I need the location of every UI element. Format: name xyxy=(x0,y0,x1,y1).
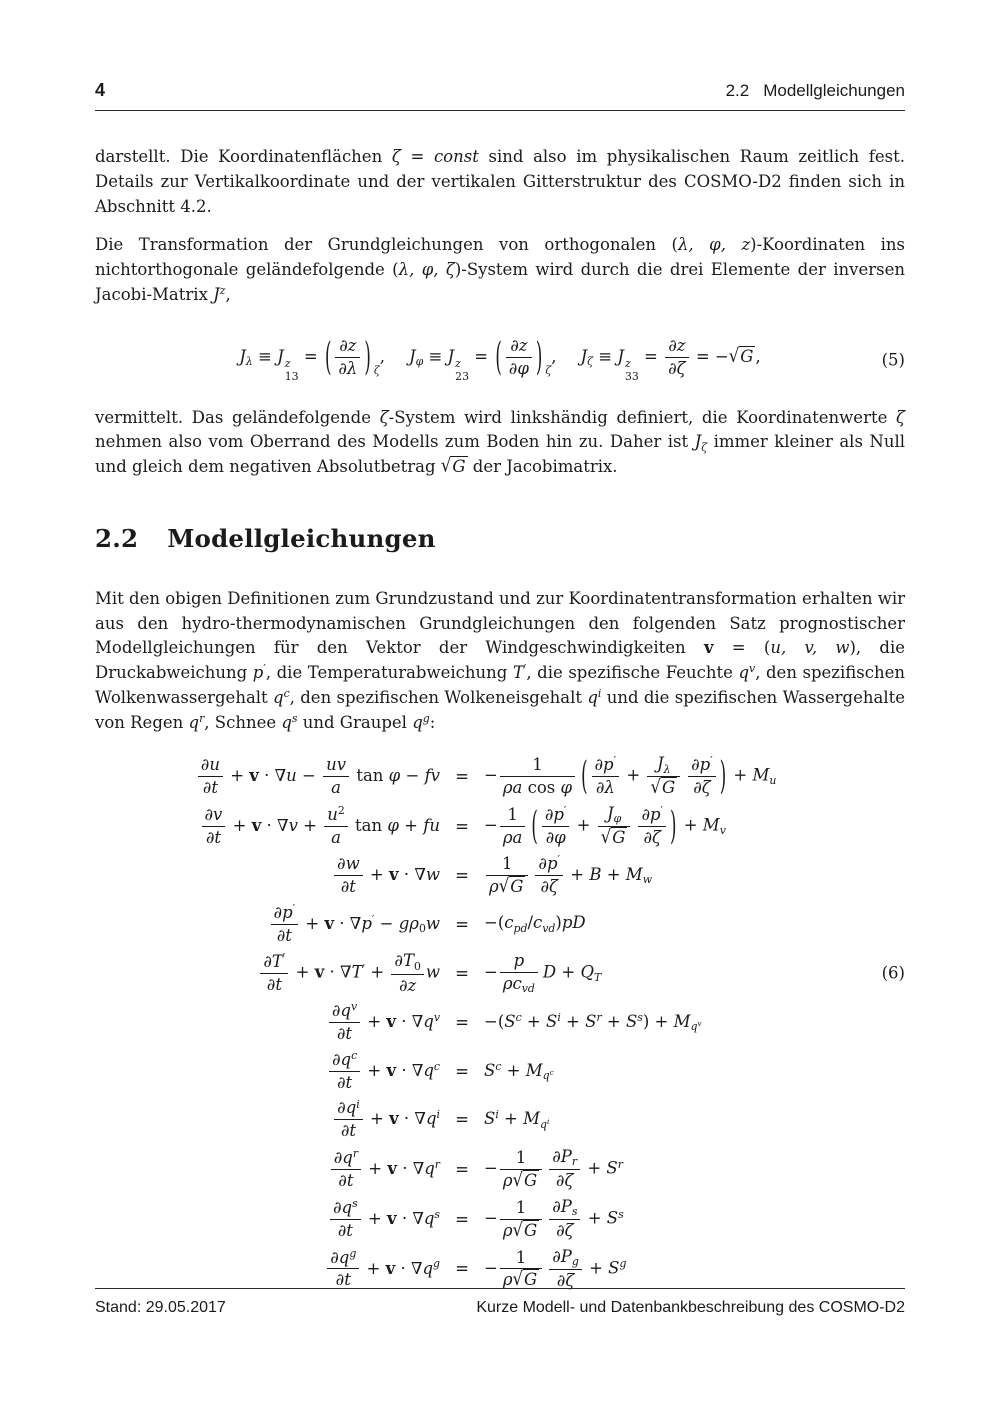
paragraph-model-equations-intro: Mit den obigen Definitionen zum Grundzustand und zur Koordinatentransformation erhalten wir aus den hydro-thermodynamischen Grundgleichungen den folgenden Satz prognostischer Modellgleichungen für den Vektor der Windgeschwindigkeiten v = (u, v, w), die Druckabweichung p′, die Temperaturabweichung T′, die spezifische Feuchte qv, den spezifischen Wolkenwassergehalt qc, den spezifischen Wolkeneisgehalt qi und die spezifischen Wassergehalte von Regen qr, Schnee qs und Graupel qg: xyxy=(95,588,906,732)
equation-row: $\frac{\partial qr}{\partial t}$ + v · ∇qr = − $\frac{1}{\rho√G}$ $\frac{\partial Pr}{\partial\zeta}$ + Sr xyxy=(95,1144,905,1194)
section-heading xyxy=(95,524,905,553)
section-heading-title: Modellgleichungen xyxy=(167,523,436,553)
equation-row: $\frac{\partial T'}{\partial t}$ + v · ∇T′ + $\frac{\partial T0}{\partial z}$ w = − $\frac{p}{\text{ρcvd}}$ D + QT (6) xyxy=(95,948,905,998)
equation-row: $\frac{\partial qv}{\partial t}$ + v · ∇qv = −(Sc + Si + Sr + Ss) + Mqv xyxy=(95,998,905,1047)
equation-row: $\frac{\partial qc}{\partial t}$ + v · ∇qc = Sc + Mqc xyxy=(95,1047,905,1096)
equation-row: $\frac{\partial qi}{\partial t}$ + v · ∇qi = Si + Mqi xyxy=(95,1095,905,1144)
equation-row: $\frac{\partial qg}{\partial t}$ + v · ∇qg = − $\frac{1}{\rho√G}$ $\frac{\partial Pg}{\partial\zeta}$ + Sg xyxy=(95,1244,905,1294)
paragraph-coordinates: darstellt. Die Koordinatenflächen ζ = const sind also im physikalischen Raum zeitlich fest. Details zur Vertikalkoordinate und der vertikalen Gitterstruktur des COSMO-D2 finden sich in Abschnitt 4.2. xyxy=(95,147,906,216)
equation-row: $\frac{\partial w}{\partial t}$ + v · ∇w = $\frac{1}{\rho√G}$ $\frac{\partial p'}{\partial\zeta}$ + B + Mw xyxy=(95,851,905,900)
page-header xyxy=(95,80,905,111)
page-number: 4 xyxy=(95,80,106,100)
equation-6-number: (6) xyxy=(881,963,905,983)
footer-date: Stand: 29.05.2017 xyxy=(95,1299,226,1316)
paragraph-transformation: Die Transformation der Grundgleichungen von orthogonalen (λ, φ, z)-Koordinaten ins nichtorthogonale geländefolgende (λ, φ, ζ)-System wird durch die drei Elemente der inversen Jacobi-Matrix Jz, xyxy=(95,235,905,304)
section-heading-number: 2.2 xyxy=(95,523,139,553)
equation-5-content: Jλ ≡ J z 13 = ( $\frac{\partial z}{\partial\lambda}$ ) ζ, Jφ ≡ J z 23 = ( $\frac{\partial z}{\partial\varphi}$ ) ζ, Jζ ≡ J z 33 = $\frac{\partial z}{\partial\zeta}$ = −√G , xyxy=(239,334,761,383)
paragraph-zeta-system: vermittelt. Das geländefolgende ζ-System wird linkshändig definiert, die Koordinatenwerte ζ nehmen also vom Oberrand des Modells zum Boden hin zu. Daher ist Jζ immer kleiner als Null und gleich dem negativen Absolutbetrag √G der Jacobimatrix. xyxy=(95,407,905,477)
running-head-section-title: Modellgleichungen xyxy=(763,81,905,100)
footer-doc-title: Kurze Modell- und Datenbankbeschreibung des COSMO-D2 xyxy=(476,1299,905,1316)
equation-row: $\frac{\partial v}{\partial t}$ + v · ∇v + $\frac{u2}{a}$ tan φ + fu = − $\frac{1}{\rho a}$ ( $\frac{\partial p'}{\partial\varphi}$ + $\frac{J\varphi}{√G}$ $\frac{\partial p'}{\partial\zeta}$ ) + Mv xyxy=(95,801,905,851)
equation-row: $\frac{\partial u}{\partial t}$ + v · ∇u − $\frac{uv}{a}$ tan φ − fv = − $\frac{1}{\text{ρa cos φ}}$ ( $\frac{\partial p'}{\partial\lambda}$ + $\frac{J\lambda}{√G}$ $\frac{\partial p'}{\partial\zeta}$ ) + Mu xyxy=(95,751,905,801)
equation-5 xyxy=(95,332,905,388)
equation-6-block xyxy=(95,751,905,1294)
running-head-section-number: 2.2 xyxy=(725,81,750,100)
equation-5-number: (5) xyxy=(881,350,905,369)
running-head xyxy=(726,81,905,101)
equation-row: $\frac{\partial qs}{\partial t}$ + v · ∇qs = − $\frac{1}{\rho√G}$ $\frac{\partial Ps}{\partial\zeta}$ + Ss xyxy=(95,1194,905,1244)
page-footer xyxy=(95,1288,905,1317)
equation-row: $\frac{\partial p'}{\partial t}$ + v · ∇p′ − gρ0w = −(cpd/cvd)pD xyxy=(95,900,905,949)
